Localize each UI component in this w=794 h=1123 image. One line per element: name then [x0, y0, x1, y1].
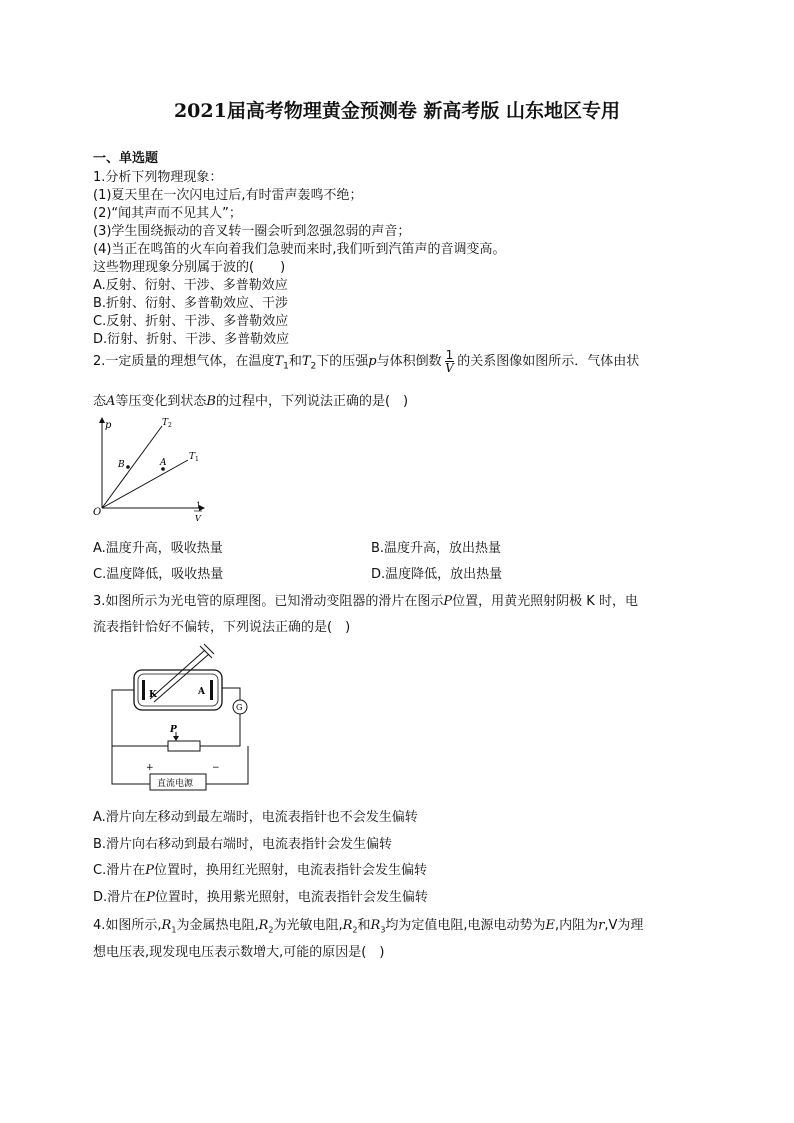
isotherm-t2: [102, 426, 162, 508]
q1-ask: 这些物理现象分别属于波的( ): [93, 260, 286, 275]
slider-wire: [176, 726, 186, 732]
q4-stem-line2: 想电压表,现发现电压表示数增大,可能的原因是( ): [93, 945, 385, 960]
q1-option-a: A.反射、衍射、干涉、多普勒效应: [93, 278, 288, 293]
q1-stem: 1.分析下列物理现象：: [93, 170, 223, 185]
q3-stem-line2: 流表指针恰好不偏转，下列说法正确的是( ): [93, 620, 351, 635]
wire-galvanometer-to-rheostat: [200, 714, 240, 746]
label-k: K: [149, 690, 157, 700]
q2-option-a: A.温度升高，吸收热量: [93, 541, 223, 556]
slider-arrowhead: [173, 736, 179, 741]
q3-option-c: C.滑片在P位置时，换用红光照射，电流表指针会发生偏转: [93, 863, 427, 878]
q1-option-b: B.折射、衍射、多普勒效应、干涉: [93, 296, 289, 311]
anode-a: [210, 680, 213, 700]
q4-stem-line1: 4.如图所示$,R_1$为金属热电阻$,R_2$为光敏电阻$,R_2$和$R_3$均为定值电阻,电源电动势为E,内阻为r,V为理: [93, 918, 644, 935]
label-a: A: [198, 687, 205, 697]
wire-anode-to-galvanometer: [222, 688, 240, 700]
point-b: [126, 465, 130, 469]
x-label-numerator: 1: [196, 501, 202, 510]
cathode-k: [142, 680, 145, 700]
phototube-outer: [134, 670, 222, 710]
label-t1-sub: 1: [195, 456, 199, 463]
q2-stem-line1: 2.一定质量的理想气体，在温度$T_1$和$T_2$下的压强p与体积倒数 $\frac{1}{V}$ 的关系图像如图所示．气体由状: [93, 348, 640, 375]
inverse-volume-fraction: $\frac{1}{V}$: [445, 348, 454, 375]
phototube-circuit-diagram: [108, 644, 258, 790]
label-t2-sub: 2: [168, 422, 172, 429]
label-a: A: [160, 458, 167, 468]
label-p: P: [170, 725, 177, 735]
label-plus: +: [146, 763, 154, 773]
page-title: 2021届高考物理黄金预测卷 新高考版 山东地区专用: [173, 100, 621, 122]
light-beam-tip-2: [204, 644, 214, 654]
q1-option-d: D.衍射、折射、干涉、多普勒效应: [93, 332, 290, 347]
q1-item-1: (1)夏天里在一次闪电过后,有时雷声轰鸣不绝；: [93, 188, 363, 203]
rheostat: [168, 741, 200, 751]
label-g: G: [236, 703, 243, 712]
q2-stem-line2: 态A等压变化到状态B的过程中，下列说法正确的是( ): [93, 394, 409, 409]
q1-option-c: C.反射、折射、干涉、多普勒效应: [93, 314, 289, 329]
label-source: 直流电源: [157, 779, 194, 789]
wire-cathode-left: [112, 690, 248, 784]
q3-stem-line1: 3.如图所示为光电管的原理图。已知滑动变阻器的滑片在图示P位置，用黄光照射阴极 K 时，电: [93, 594, 638, 609]
label-t2: T: [162, 418, 169, 428]
q1-item-2: (2)“闻其声而不见其人”；: [93, 206, 242, 221]
q2-option-d: D.温度降低，放出热量: [371, 567, 503, 582]
q1-item-3: (3)学生围绕振动的音叉转一圈会听到忽强忽弱的声音；: [93, 224, 411, 239]
q3-option-d: D.滑片在P位置时，换用紫光照射，电流表指针会发生偏转: [93, 890, 428, 905]
q2-option-c: C.温度降低，吸收热量: [93, 567, 224, 582]
section-heading: 一、单选题: [93, 151, 159, 166]
q3-option-b: B.滑片向右移动到最右端时，电流表指针会发生偏转: [93, 837, 393, 852]
label-minus: −: [212, 763, 220, 773]
label-b: B: [118, 460, 125, 470]
q3-option-a: A.滑片向左移动到最左端时，电流表指针也不会发生偏转: [93, 810, 418, 825]
q2-option-b: B.温度升高，放出热量: [371, 541, 502, 556]
x-label-denominator: V: [195, 514, 201, 523]
q1-item-4: (4)当正在鸣笛的火车向着我们急驶而来时,我们听到汽笛声的音调变高。: [93, 242, 506, 257]
light-beam-upper: [150, 650, 205, 699]
axis-label-p: p: [105, 420, 112, 431]
label-t1: T: [189, 452, 196, 462]
p-vs-inverse-v-graph: [90, 414, 210, 526]
origin-label: O: [93, 507, 102, 518]
isotherm-t1: [102, 460, 188, 508]
